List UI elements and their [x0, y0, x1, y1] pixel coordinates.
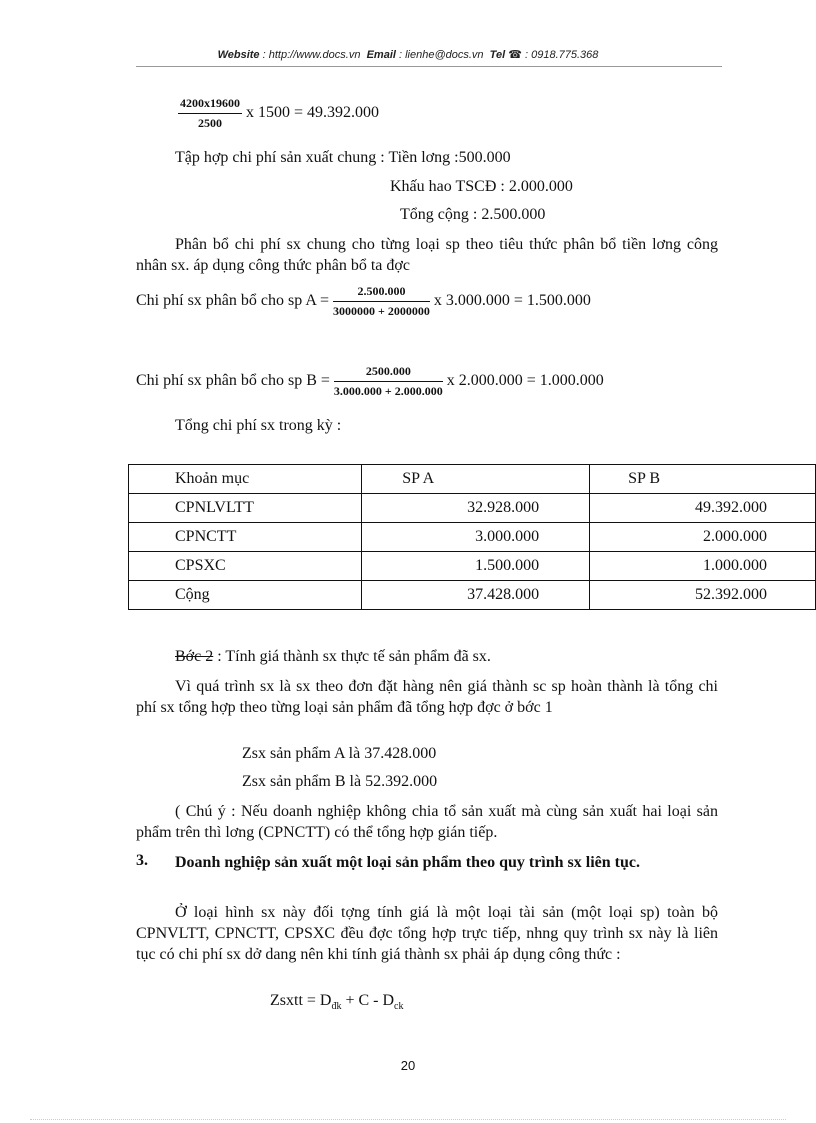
alloc-intro: Phân bổ chi phí sx chung cho từng loại sp theo tiêu thức phân bổ tiền lơng công nhân sx. áp dụng công thức phân bổ ta đợc	[136, 236, 718, 274]
row-label: CPSXC	[129, 552, 362, 581]
email-value[interactable]: : lienhe@docs.vn	[399, 49, 484, 61]
calc-top-numerator: 4200x19600	[178, 96, 242, 114]
alloc-b-fraction	[334, 364, 443, 399]
section3-number: 3.	[136, 852, 148, 869]
general-costs-line3: Tổng cộng : 2.500.000	[400, 206, 546, 223]
header-sp-b: SP B	[590, 465, 816, 494]
zsx-a: Zsx sản phẩm A là 37.428.000	[242, 745, 437, 762]
formula-sub-ck: ck	[394, 1001, 404, 1013]
tel-label: Tel	[489, 49, 506, 61]
email-label: Email	[366, 49, 396, 61]
zsx-b: Zsx sản phẩm B là 52.392.000	[242, 773, 438, 790]
website-label: Website	[217, 49, 260, 61]
row-sp-a: 32.928.000	[362, 494, 590, 523]
row-label: CPNLVLTT	[129, 494, 362, 523]
header-item: Khoản mục	[129, 465, 362, 494]
alloc-b-label: Chi phí sx phân bổ cho sp B =	[136, 372, 330, 390]
alloc-a-rest: x 3.000.000 = 1.500.000	[433, 292, 591, 310]
website-value[interactable]: : http://www.docs.vn	[262, 49, 361, 61]
note-paragraph: ( Chú ý : Nếu doanh nghiệp không chia tổ sản xuất mà cùng sản xuất hai loại sản phẩm trên thì lơng (CPNCTT) có thể tổng hợp gián tiếp.	[136, 803, 718, 841]
step2-paragraph: Vì quá trình sx là sx theo đơn đặt hàng nên giá thành sc sp hoàn thành là tổng chi phí sx tổng hợp theo từng loại sản phẩm đã tổng hợp đợc ở bớc 1	[136, 678, 718, 716]
phone-icon: ☎	[508, 49, 522, 61]
alloc-a-fraction	[333, 284, 430, 319]
header-rule	[136, 66, 722, 67]
alloc-a	[136, 284, 591, 319]
alloc-b	[136, 364, 604, 399]
row-sp-b: 49.392.000	[590, 494, 816, 523]
alloc-b-rest: x 2.000.000 = 1.000.000	[446, 372, 604, 390]
alloc-a-numerator: 2.500.000	[333, 284, 430, 302]
alloc-a-label: Chi phí sx phân bổ cho sp A =	[136, 292, 330, 310]
table-row	[129, 494, 816, 523]
page-header	[0, 48, 816, 61]
page-bottom-divider	[30, 1119, 786, 1120]
row-sp-a: 3.000.000	[362, 523, 590, 552]
row-label: CPNCTT	[129, 523, 362, 552]
row-label: Cộng	[129, 581, 362, 610]
row-sp-b: 1.000.000	[590, 552, 816, 581]
row-sp-b: 2.000.000	[590, 523, 816, 552]
calc-top-denominator: 2500	[198, 116, 222, 130]
alloc-b-numerator: 2500.000	[334, 364, 443, 382]
row-sp-a: 37.428.000	[362, 581, 590, 610]
calc-top	[178, 96, 379, 131]
row-sp-b: 52.392.000	[590, 581, 816, 610]
alloc-b-denominator: 3.000.000 + 2.000.000	[333, 384, 443, 398]
header-sp-a: SP A	[362, 465, 590, 494]
formula-lhs: Zsxtt = D	[270, 992, 332, 1009]
alloc-a-denominator: 3000000 + 2000000	[333, 304, 430, 318]
formula-mid: + C - D	[341, 992, 395, 1009]
table-row	[129, 581, 816, 610]
step2-label: Bớc 2	[175, 648, 214, 665]
general-costs-line2: Khấu hao TSCĐ : 2.000.000	[390, 178, 573, 195]
step2-text: : Tính giá thành sx thực tế sản phẩm đã sx.	[217, 648, 491, 665]
cost-table	[128, 464, 816, 610]
formula	[270, 992, 404, 1012]
page-number: 20	[400, 1058, 416, 1073]
step2	[175, 648, 491, 666]
formula-sub-dk: đk	[331, 1001, 342, 1013]
total-cost-label: Tổng chi phí sx trong kỳ :	[175, 417, 342, 434]
section3-title: Doanh nghiệp sản xuất một loại sản phẩm theo quy trình sx liên tục.	[175, 854, 640, 871]
calc-top-fraction	[178, 96, 242, 131]
row-sp-a: 1.500.000	[362, 552, 590, 581]
section3-paragraph: Ở loại hình sx này đối tợng tính giá là một loại tài sản (một loại sp) toàn bộ CPNVLTT, CPNCTT, CPSXC đều đợc tổng hợp trực tiếp, nhng quy trình sx này là liên tục có chi phí sx dở dang nên khi tính giá thành sx phải áp dụng công thức :	[136, 904, 718, 963]
calc-top-rest: x 1500 = 49.392.000	[246, 104, 380, 122]
table-row	[129, 552, 816, 581]
tel-value: : 0918.775.368	[525, 49, 599, 61]
general-costs-line1: Tập hợp chi phí sản xuất chung : Tiền lơng :500.000	[175, 149, 511, 166]
table-row	[129, 523, 816, 552]
table-header-row	[129, 465, 816, 494]
